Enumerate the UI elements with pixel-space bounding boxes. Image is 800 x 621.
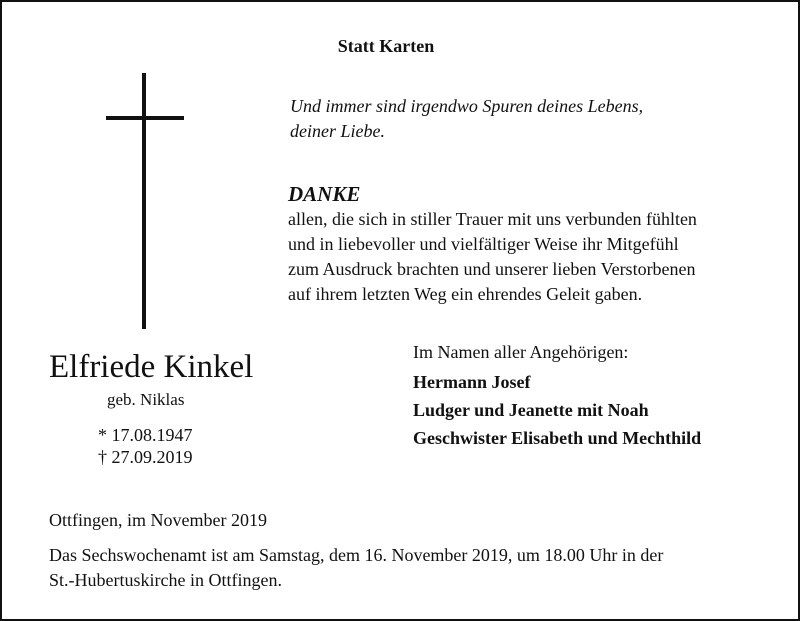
cross-vertical-bar	[142, 73, 146, 329]
thanks-line: allen, die sich in stiller Trauer mit uns verbunden fühlten	[288, 209, 697, 229]
cross-horizontal-bar	[106, 116, 184, 120]
birth-date: * 17.08.1947	[98, 425, 193, 445]
mass-notice	[49, 543, 663, 593]
family-names	[413, 368, 701, 452]
thanks-line: und in liebevoller und vielfältiger Weise ihr Mitgefühl	[288, 234, 679, 254]
death-date: † 27.09.2019	[98, 447, 193, 467]
thanks-line: auf ihrem letzten Weg ein ehrendes Geleit gaben.	[288, 284, 643, 304]
notice-line: Das Sechswochenamt ist am Samstag, dem 16. November 2019, um 18.00 Uhr in der	[49, 545, 664, 565]
maiden-name: geb. Niklas	[107, 390, 185, 409]
notice-line: St.-Hubertuskirche in Ottfingen.	[49, 570, 282, 590]
family-name: Ludger und Jeanette mit Noah	[413, 400, 649, 420]
family-name: Geschwister Elisabeth und Mechthild	[413, 428, 702, 448]
quote-line: Und immer sind irgendwo Spuren deines Lebens,	[290, 96, 644, 116]
thanks-line: zum Ausdruck brachten und unserer lieben Verstorbenen	[288, 259, 696, 279]
heading: Statt Karten	[337, 36, 435, 56]
thanks-text	[288, 207, 697, 307]
life-dates	[98, 424, 193, 468]
thanks-title: DANKE	[288, 182, 361, 206]
deceased-name: Elfriede Kinkel	[49, 349, 254, 385]
quote	[290, 94, 643, 144]
family-name: Hermann Josef	[413, 372, 531, 392]
quote-line: deiner Liebe.	[290, 121, 385, 141]
place-date: Ottfingen, im November 2019	[49, 510, 267, 530]
family-intro: Im Namen aller Angehörigen:	[413, 342, 629, 362]
